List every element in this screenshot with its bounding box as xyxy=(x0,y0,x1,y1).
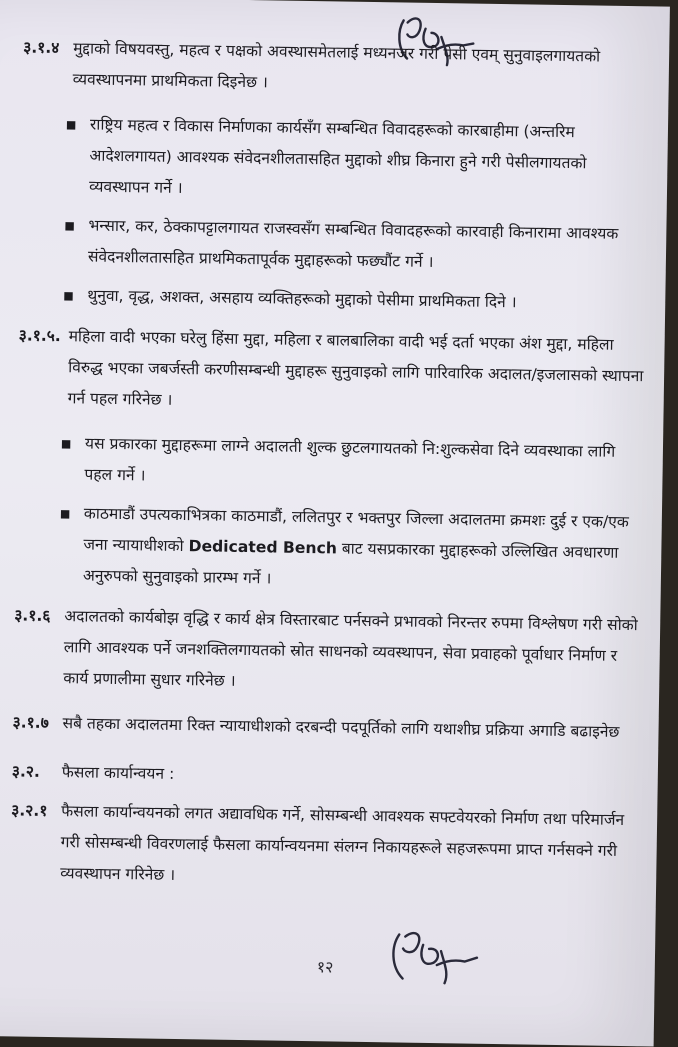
bullet-text-part: बाट यसप्रकारका मुद्दाहरूको उल्लिखित अवधारणा अनुरुपको सुनुवाइको प्रारम्भ गर्ने । xyxy=(82,539,619,588)
bullet-list xyxy=(63,109,650,320)
bullet-icon: ■ xyxy=(59,507,71,521)
bullet-icon: ■ xyxy=(65,118,77,132)
bullet-text: भन्सार, कर, ठेक्कापट्टालगायत राजस्वसँग सम्बन्धित विवादहरूको कारवाही किनारामा आवश्यक संवेदनशीलतासहित प्राथमिकतापूर्वक मुद्दाहरूको फछ्यौंट गर्ने । xyxy=(87,216,619,271)
section-text: अदालतको कार्यबोझ वृद्धि र कार्य क्षेत्र विस्तारबाट पर्नसक्ने प्रभावको निरन्तर रुपमा विश्लेषण गरी सोको लागि आवश्यक पर्ने जनशक्तिलगायतको स्रोत साधनको व्यवस्थापन, सेवा प्रवाहको पूर्वाधार निर्माण र कार्य प्रणालीमा सुधार गरिनेछ । xyxy=(63,607,638,690)
list-item xyxy=(64,210,649,281)
bullet-text xyxy=(83,498,644,600)
section-3-2-1 xyxy=(10,795,639,898)
section-3-1-5 xyxy=(17,320,646,423)
section-3-1-6 xyxy=(13,600,642,703)
bullet-text-part: काठमाडौं उपत्यकाभित्रका काठमाडौं, ललितपुर र भक्तपुर जिल्ला अदालतमा क्रमशः दुई र एक/एक जना न्यायाधीशको xyxy=(83,504,629,556)
section-number: ३.२. xyxy=(11,762,41,781)
bullet-icon: ■ xyxy=(60,437,72,451)
list-item xyxy=(60,428,645,499)
list-item xyxy=(63,280,647,320)
bullet-text: राष्ट्रिय महत्व र विकास निर्माणका कार्यसँग सम्बन्धित विवादहरूको कारबाहीमा (अन्तरिम आदेशलगायत) आवश्यक संवेदनशीलतासहित मुद्दाको शीघ्र किनारा हुने गरी पेसीलगायतको व्यवस्थापन गर्ने । xyxy=(88,115,587,197)
bullet-list xyxy=(59,428,645,600)
section-text: महिला वादी भएका घरेलु हिंसा मुद्दा, महिला र बालबालिका वादी भई दर्ता भएका अंश मुद्दा, महिला विरुद्ध भएका जबर्जस्ती करणीसम्बन्धी मुद्दाहरू सुनुवाइको लागि पारिवारिक अदालत/इजलासको स्थापना गर्न पहल गरिनेछ । xyxy=(67,327,644,409)
section-title: फैसला कार्यान्वयन : xyxy=(61,763,175,783)
section-3-2-heading xyxy=(12,756,640,797)
section-number: ३.१.६ xyxy=(14,606,51,625)
section-text: मुद्दाको विषयवस्तु, महत्व र पक्षको अवस्थासमेतलाई मध्यनजर गरी पेसी एवम् सुनुवाइलगायतको व्यवस्थापनमा प्राथमिकता दिइनेछ । xyxy=(72,39,601,92)
bullet-icon: ■ xyxy=(64,219,75,233)
dedicated-bench-term: Dedicated Bench xyxy=(188,537,338,558)
bullet-text: यस प्रकारका मुद्दाहरूमा लाग्ने अदालती शुल्क छुटलगायतको नि:शुल्कसेवा दिने व्यवस्थाका लागि पहल गर्ने । xyxy=(84,434,616,485)
section-3-1-4 xyxy=(22,32,651,104)
page-number: १२ xyxy=(316,957,334,977)
section-number: ३.१.५. xyxy=(18,326,61,346)
bullet-text: थुनुवा, वृद्ध, अशक्त, असहाय व्यक्तिहरूको मुद्दाको पेसीमा प्राथमिकता दिने । xyxy=(87,286,517,312)
section-number: ३.१.४ xyxy=(23,38,60,58)
document-body xyxy=(10,32,652,912)
list-item xyxy=(59,498,644,600)
list-item xyxy=(65,109,650,211)
section-number: ३.१.७ xyxy=(12,713,49,732)
signature-bottom xyxy=(382,920,483,988)
section-number: ३.२.१ xyxy=(11,801,48,820)
section-text: फैसला कार्यान्वयनको लगत अद्यावधिक गर्ने, सोसम्बन्धी आवश्यक सफ्टवेयरको निर्माण तथा परिमार्जन गरी सोसम्बन्धी विवरणलाई फैसला कार्यान्वयनमा संलग्न निकायहरूले सहजरूपमा प्राप्त गर्नसक्ने गरी व्यवस्थापन गरिनेछ । xyxy=(60,802,625,884)
section-text: सबै तहका अदालतमा रिक्त न्यायाधीशको दरबन्दी पदपूर्तिको लागि यथाशीघ्र प्रक्रिया अगाडि बढाइनेछ xyxy=(62,714,620,741)
section-3-1-7 xyxy=(12,707,640,748)
bullet-icon: ■ xyxy=(63,289,74,303)
